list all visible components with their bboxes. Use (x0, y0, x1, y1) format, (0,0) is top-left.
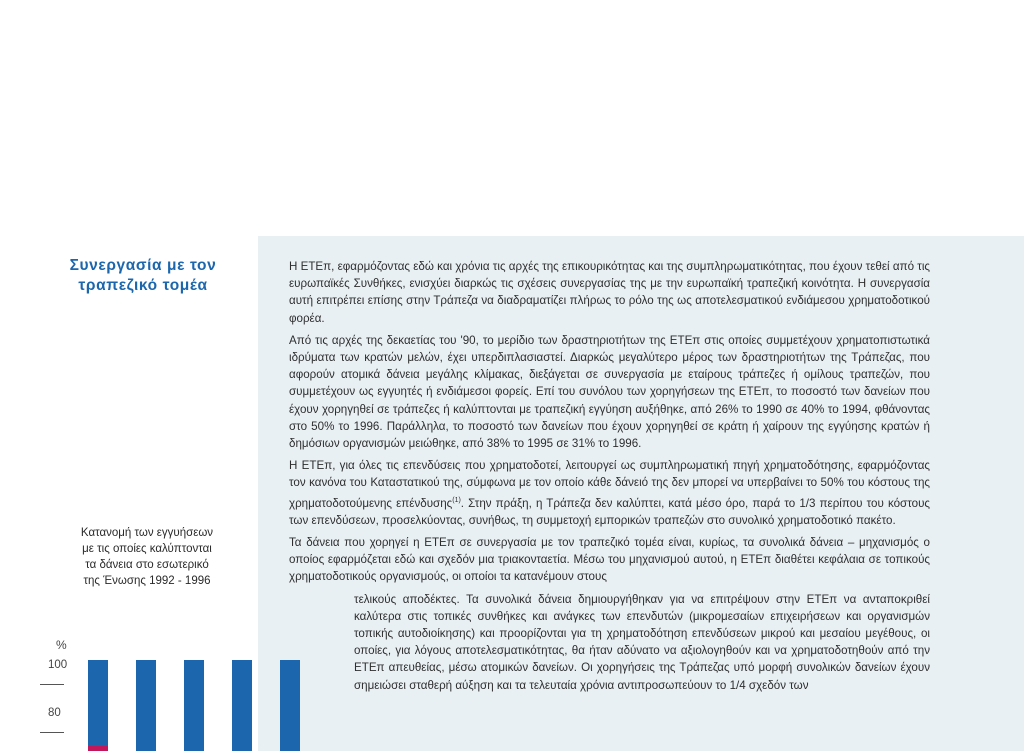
bar-1993 (136, 660, 156, 751)
section-title (38, 256, 248, 296)
paragraph-continued: τελικούς αποδέκτες. Τα συνολικά δάνεια δημιουργήθηκαν για να επιτρέψουν στην ΕΤΕπ να ανταποκριθεί καλύτερα στις τοπικές συνθήκες και ανάγκες των επενδυτών (μικρομεσαίων επιχειρήσεων και οργανισμών τοπικής αυτοδιοίκησης) και προορίζονται για τη χρηματοδότηση επενδύσεων μικρού και μεσαίου μεγέθους, οι οποίες, για λόγους αποτελεσματικότητας, θα ήταν αδύνατο να αξιολογηθούν και να χρηματοδοτηθούν από την ΕΤΕπ απευθείας, μέσω ατομικών δανείων. Οι χορηγήσεις της Τράπεζας υπό μορφή συνολικών δανείων έχουν σημειώσει σταθερή αύξηση και τα τελευταία χρόνια αντιπροσωπεύουν το 1/4 σχεδόν των (354, 592, 930, 692)
y-tick-label-100: 100 (48, 659, 68, 671)
paragraph (289, 457, 930, 529)
paragraph: Η ΕΤΕπ, εφαρμόζοντας εδώ και χρόνια τις αρχές της επικουρικότητας και της συμπληρωματικότητας, που έχουν τεθεί από τις ευρωπαϊκές Συνθήκες, ενισχύει διαρκώς τις σχέσεις συνεργασίας της με την ευρωπαϊκή τραπεζική κοινότητα. Η συνεργασία αυτή επιτρέπει επίσης στην Τράπεζα να διαδραματίζει πλήρως το ρόλο της ως αποτελεσματικού ενδιάμεσου χρηματοδοτικού φορέα. (289, 260, 930, 325)
paragraph-text: Η ΕΤΕπ, για όλες τις επενδύσεις που χρηματοδοτεί, λειτουργεί ως συμπληρωματική πηγή χρηματοδότησης, εφαρμόζοντας τον κανόνα του Καταστατικού της, σύμφωνα με τον οποίο κάθε δάνειό της δεν μπορεί να υπερβαίνει το 50% του κόστους της χρηματοδοτούμενης επένδυσης (289, 459, 930, 510)
y-gridline-100 (40, 684, 64, 685)
bar-1995 (232, 660, 252, 751)
chart-caption-line: Κατανομή των εγγυήσεων (80, 527, 214, 539)
chart-caption-line: τα δάνεια στο εσωτερικό (85, 559, 209, 571)
paragraph: Από τις αρχές της δεκαετίας του '90, το μερίδιο των δραστηριοτήτων της ΕΤΕπ στις οποίες συμμετέχουν χρηματοπιστωτικά ιδρύματα των κρατών μελών, έχει υπερδιπλασιαστεί. Διαρκώς μεγαλύτερο μέρος των δραστηριοτήτων της Τράπεζας, που αφορούν ατομικά δάνεια μεγάλης κλίμακας, διεξάγεται σε συνεργασία με εταίρους τράπεζες ή ομίλους τραπεζών, που συμμετέχουν ως εγγυητές ή ενδιάμεσοι φορείς. Επί του συνόλου των χορηγήσεων της ΕΤΕπ, το ποσοστό των δανείων που έχουν χορηγηθεί σε τράπεζες ή καλύπτονται με τραπεζική εγγύηση αυξήθηκε, από 26% το 1990 σε 40% το 1994, φθάνοντας στο 50% το 1996. Παράλληλα, το ποσοστό των δανείων που έχουν χορηγηθεί σε κράτη ή χαίρουν της εγγύησης κρατών ή δημόσιων οργανισμών μειώθηκε, από 38% το 1995 σε 31% το 1996. (289, 333, 930, 451)
footnote-marker: (1) (452, 496, 461, 504)
section-title-line: Συνεργασία με τον (69, 257, 217, 274)
y-gridline-80 (40, 732, 64, 733)
chart-caption-line: της Ένωσης 1992 - 1996 (83, 575, 211, 587)
paragraph-text: . Στην πράξη, η Τράπεζα δεν καλύπτει, κατά μέσο όρο, παρά το 1/3 περίπου του κόστους των επενδύσεων, προσελκύοντας, συνήθως, τη συμμετοχή εμπορικών τραπεζών στο συνολικό χρηματοδοτικό πακέτο. (289, 496, 930, 527)
body-text-column (289, 258, 930, 699)
chart-caption (44, 525, 250, 589)
bar-1992 (88, 660, 108, 751)
paragraph: Τα δάνεια που χορηγεί η ΕΤΕπ σε συνεργασία με τον τραπεζικό τομέα είναι, κυρίως, τα συνολικά δάνεια – μηχανισμός ο οποίος εφαρμόζεται εδώ και σχεδόν μια τριακονταετία. Μέσω του μηχανισμού αυτού, η ΕΤΕπ διαθέτει κεφάλαια σε τοπικούς χρηματοδοτικούς οργανισμούς, οι οποίοι τα κατανέμουν στους (289, 535, 930, 584)
bar-1994 (184, 660, 204, 751)
bar-segment-other-1992 (88, 746, 108, 751)
section-title-line: τραπεζικό τομέα (78, 277, 208, 294)
y-tick-label-80: 80 (48, 707, 61, 719)
chart-caption-line: με τις οποίες καλύπτονται (82, 543, 212, 555)
y-axis-unit-label: % (56, 638, 67, 652)
